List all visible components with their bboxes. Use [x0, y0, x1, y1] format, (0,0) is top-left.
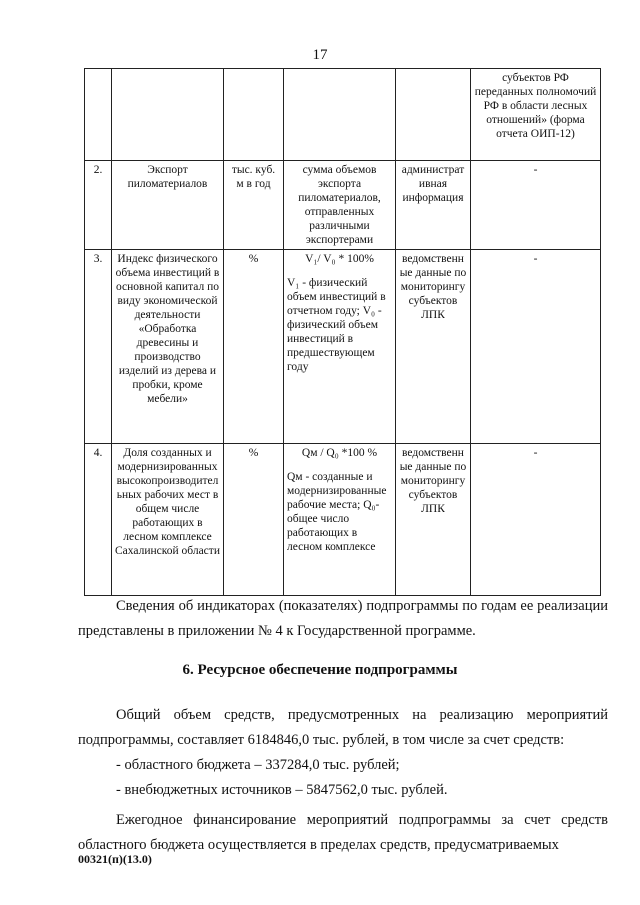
unit-cell: %: [224, 250, 284, 444]
row-number: 4.: [85, 444, 112, 596]
indicators-table: [84, 68, 601, 596]
indicator-name: Экспорт пиломатериалов: [112, 161, 224, 250]
row-number: 3.: [85, 250, 112, 444]
row-number: [85, 69, 112, 161]
unit-cell: %: [224, 444, 284, 596]
row-number: 2.: [85, 161, 112, 250]
table-row: [85, 69, 601, 161]
source-cell: административная информация: [396, 161, 471, 250]
formula-text: сумма объемов экспорта пиломатериалов, отправленных различными экспортерами: [298, 164, 381, 246]
note-cell: -: [471, 444, 601, 596]
formula-cell: [284, 69, 396, 161]
extra-budget-line: - внебюджетных источников – 5847562,0 тыс. рублей.: [116, 782, 448, 798]
section-heading: 6. Ресурсное обеспечение подпрограммы: [182, 662, 458, 678]
note-cell: субъектов РФ переданных полномочий РФ в области лесных отношений» (форма отчета ОИП-12): [471, 69, 601, 161]
unit-cell: тыс. куб. м в год: [224, 161, 284, 250]
regional-budget-line: - областного бюджета – 337284,0 тыс. рублей;: [116, 757, 400, 773]
indicator-name: [112, 69, 224, 161]
formula-text: V₁/ V₀ * 100%: [305, 253, 374, 265]
formula-cell: [284, 250, 396, 444]
table-row: [85, 250, 601, 444]
formula-description: Qм - созданные и модернизированные рабочие места; Q₀- общее число работающих в лесном комплексе: [287, 471, 387, 553]
indicator-name: Доля созданных и модернизированных высокопроизводительных рабочих мест в общем числе работающих в лесном комплексе Сахалинской области: [112, 444, 224, 596]
source-cell: ведомственные данные по мониторингу субъектов ЛПК: [396, 250, 471, 444]
formula-cell: [284, 161, 396, 250]
page-number: 17: [312, 47, 328, 63]
table-row: [85, 444, 601, 596]
source-cell: ведомственные данные по мониторингу субъектов ЛПК: [396, 444, 471, 596]
note-cell: -: [471, 161, 601, 250]
indicators-paragraph: Сведения об индикаторах (показателях) подпрограммы по годам ее реализации представлены в приложении № 4 к Государственной программе.: [78, 598, 608, 639]
indicator-name: Индекс физического объема инвестиций в основной капитал по виду экономической деятельности «Обработка древесины и производство изделий из дерева и пробки, кроме мебели»: [112, 250, 224, 444]
formula-description: V₁ - физический объем инвестиций в отчетном году; V₀ - физический объем инвестиций в предшествующем году: [287, 277, 386, 373]
note-cell: -: [471, 250, 601, 444]
footer-code: 00321(п)(13.0): [78, 852, 152, 866]
table-row: [85, 161, 601, 250]
formula-cell: [284, 444, 396, 596]
formula-text: Qм / Q₀ *100 %: [301, 447, 378, 459]
annual-financing-paragraph: Ежегодное финансирование мероприятий подпрограммы за счет средств областного бюджета осуществляется в пределах средств, предусматриваемых: [78, 812, 608, 853]
source-cell: [396, 69, 471, 161]
unit-cell: [224, 69, 284, 161]
funding-paragraph: Общий объем средств, предусмотренных на реализацию мероприятий подпрограммы, составляет 6184846,0 тыс. рублей, в том числе за счет средств:: [78, 707, 608, 748]
